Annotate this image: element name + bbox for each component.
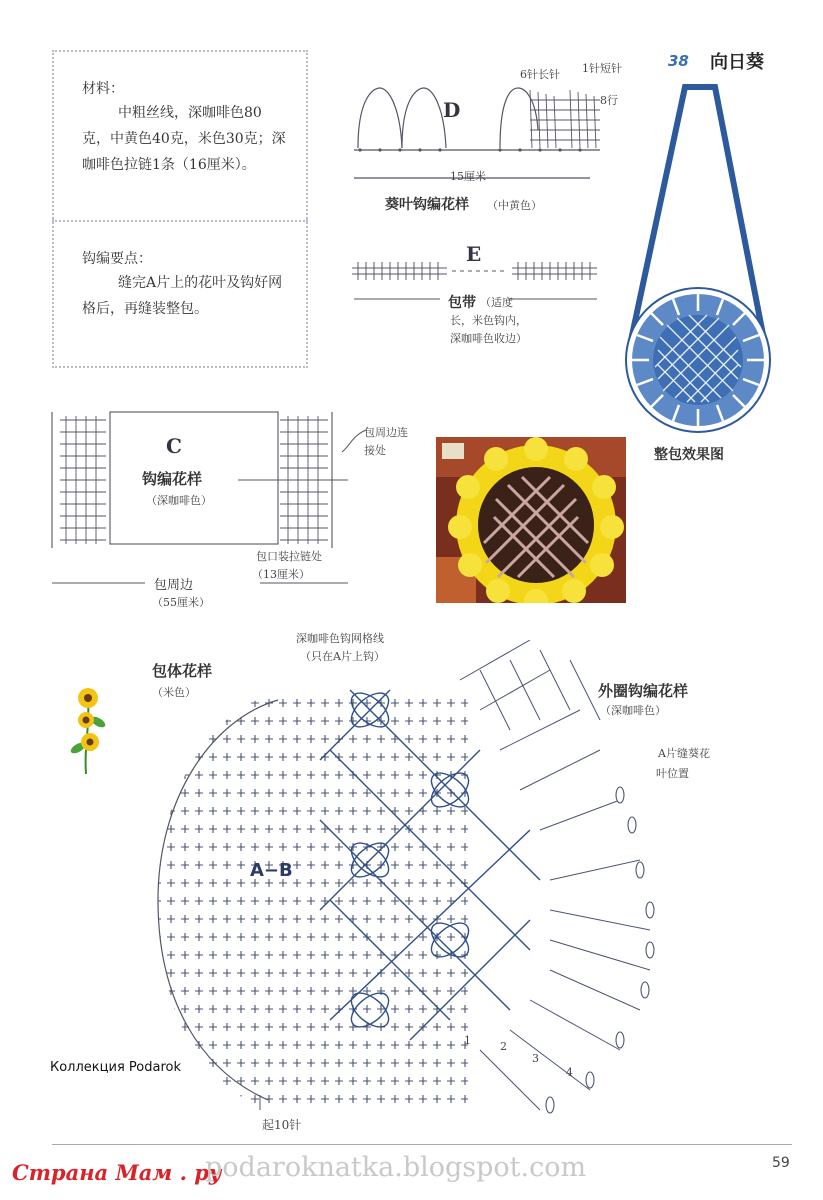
diagram-e-letter: E <box>466 242 482 266</box>
outer-ring-color: （深咖啡色） <box>600 704 666 717</box>
start-note: 起10针 <box>262 1118 302 1132</box>
grid-line-label: 深咖啡色钩网格线 <box>296 632 384 645</box>
tips-text: 缝完A片上的花叶及钩好网格后，再缝装整包。 <box>82 275 283 317</box>
diagram-d-label-left: 6针长针 <box>520 68 560 81</box>
diagram-e-caption: 包带 <box>448 295 476 311</box>
row-number-2: 2 <box>500 1040 507 1053</box>
diagram-d-caption: 葵叶钩编花样 <box>385 197 469 213</box>
diagram-d-letter: D <box>443 98 461 122</box>
piece-label: A−B <box>250 860 293 881</box>
diagram-e-note: （适度长，米色钩内，深咖啡色收边） <box>450 296 527 345</box>
collection-label: Коллекция Podarok <box>50 1060 181 1075</box>
body-pattern-label: 包体花样 <box>152 662 213 680</box>
diagram-c-perimeter: 包周边 <box>154 578 194 593</box>
diagram-c-letter: C <box>166 434 182 458</box>
pointer-line <box>340 428 370 458</box>
outer-ring-label: 外圈钩编花样 <box>598 682 689 700</box>
diagram-d-caption-color: （中黄色） <box>487 199 542 212</box>
tips-heading: 钩编要点： <box>82 251 152 267</box>
body-pattern-diagram <box>150 640 670 1120</box>
footer-site-left: Страна Мам . ру <box>12 1160 222 1185</box>
diagram-d-width: 15厘米 <box>450 170 486 183</box>
diagram-c-bottom-note: 包口装拉链处（13厘米） <box>252 550 322 581</box>
diagram-c-caption-color: （深咖啡色） <box>146 494 212 507</box>
diagram-d-label-rows: 8行 <box>600 94 618 107</box>
bag-illustration <box>615 75 805 435</box>
row-number-3: 3 <box>532 1052 539 1065</box>
row-number-4: 4 <box>566 1066 573 1079</box>
materials-text: 中粗丝线，深咖啡色80克，中黄色40克，米色30克；深咖啡色拉链1条（16厘米）。 <box>82 105 286 173</box>
diagram-d-label-right: 1针短针 <box>582 62 622 75</box>
page-number: 59 <box>772 1155 790 1171</box>
dimension-line <box>50 576 350 590</box>
page-title: 向日葵 <box>710 52 764 73</box>
footer-blog: podaroknatka.blogspot.com <box>205 1152 587 1183</box>
footer-rule <box>52 1144 792 1145</box>
diagram-c-caption: 钩编花样 <box>142 470 203 488</box>
body-pattern-color: （米色） <box>152 686 196 699</box>
photo-caption: 整包效果图 <box>654 447 724 463</box>
grid-line-note: （只在A片上钩） <box>300 650 385 663</box>
leaf-position-label: A片缝葵花叶位置 <box>656 747 710 780</box>
leaf-diagram <box>350 60 640 190</box>
bag-photo <box>436 437 626 603</box>
diagram-c-right-note: 包周边连接处 <box>364 426 408 457</box>
pattern-number: 38 <box>668 52 689 70</box>
sunflower-decoration-icon <box>64 686 112 776</box>
diagram-c-perimeter-size: （55厘米） <box>152 596 210 609</box>
materials-heading: 材料： <box>82 81 124 97</box>
row-number-1: 1 <box>464 1034 471 1047</box>
